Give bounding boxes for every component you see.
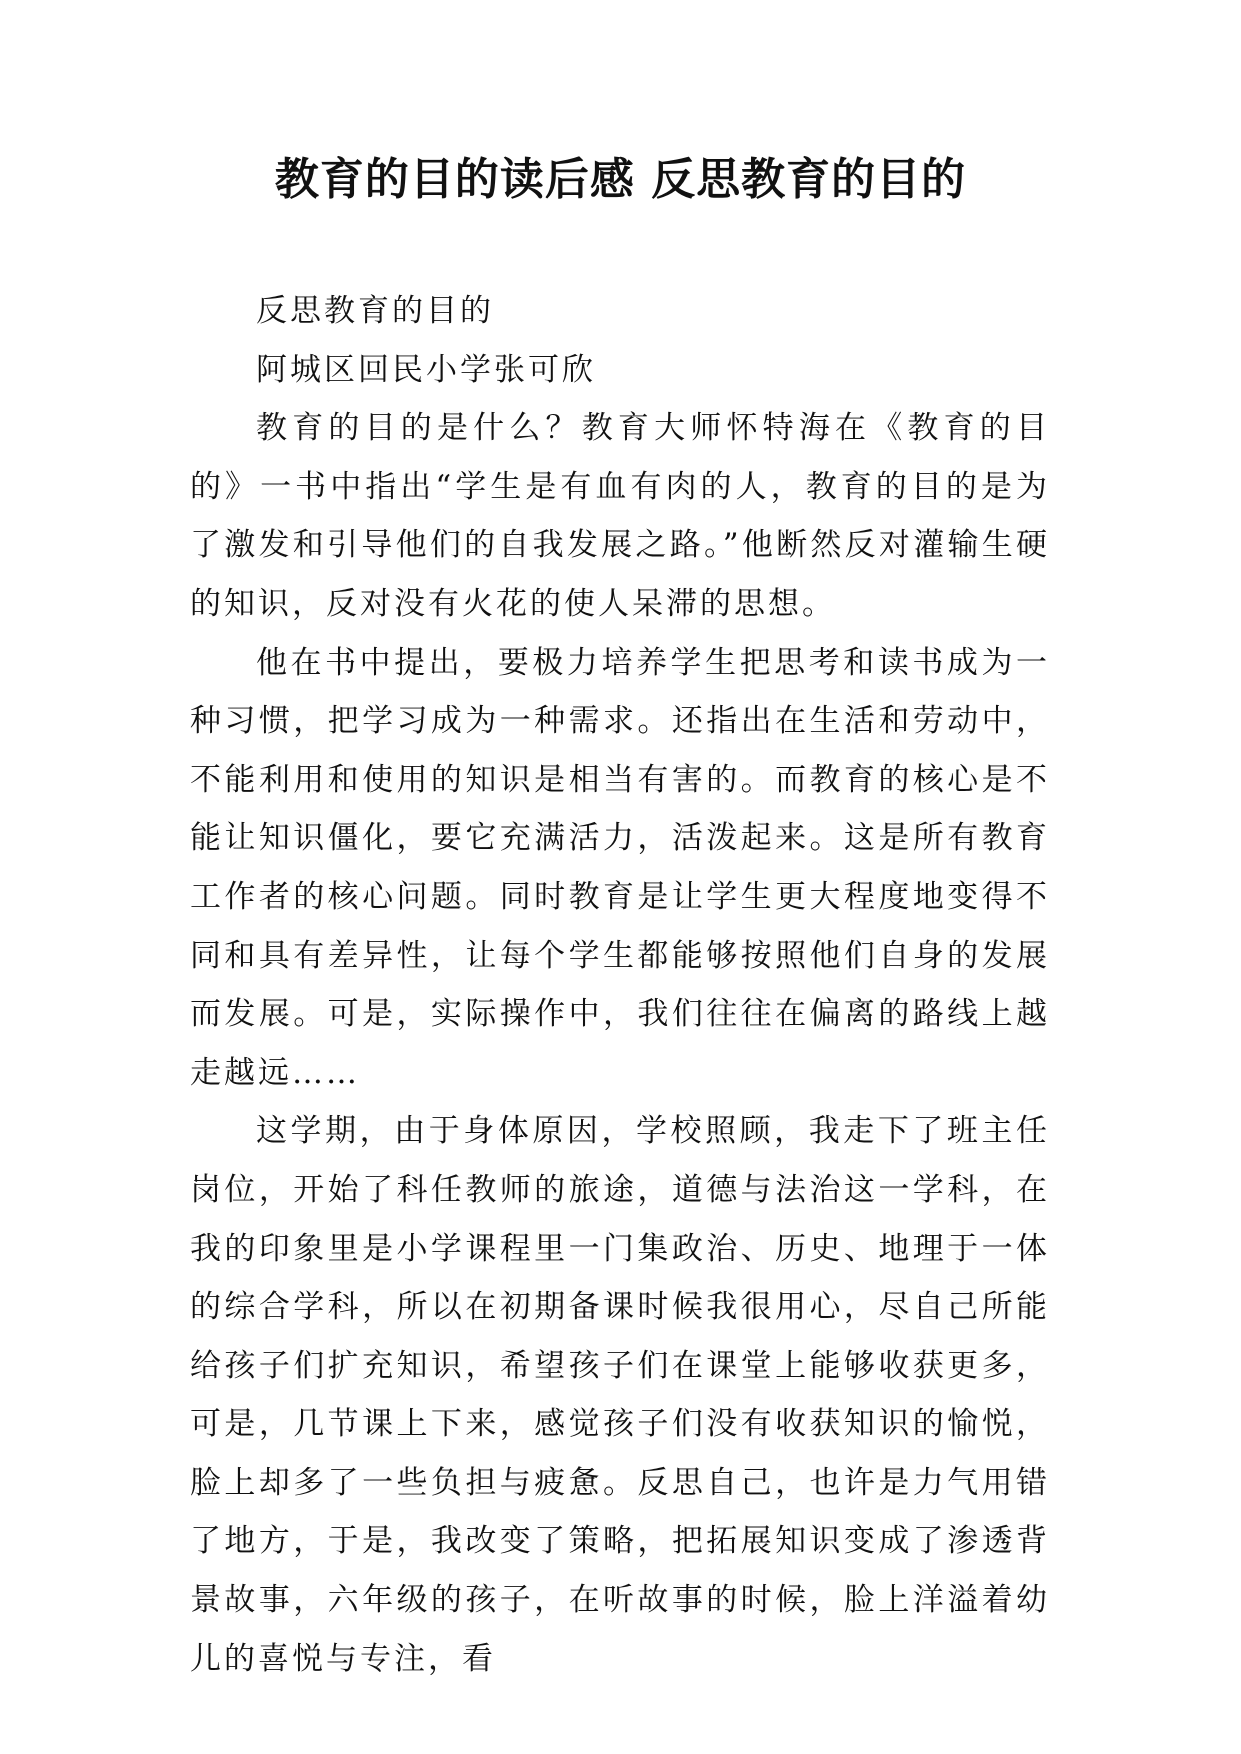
body-paragraph: 他在书中提出，要极力培养学生把思考和读书成为一种习惯，把学习成为一种需求。还指出在生活和劳动中，不能利用和使用的知识是相当有害的。而教育的核心是不能让知识僵化，要它充满活力，活泼起来。这是所有教育工作者的核心问题。同时教育是让学生更大程度地变得不同和具有差异性，让每个学生都能够按照他们自身的发展而发展。可是，实际操作中，我们往往在偏离的路线上越走越远…… [190,644,1050,1091]
subtitle-line: 反思教育的目的 [256,293,494,329]
body-paragraph: 这学期，由于身体原因，学校照顾，我走下了班主任岗位，开始了科任教师的旅途，道德与法治这一学科，在我的印象里是小学课程里一门集政治、历史、地理于一体的综合学科，所以在初期备课时候我很用心，尽自己所能给孩子们扩充知识，希望孩子们在课堂上能够收获更多，可是，几节课上下来，感觉孩子们没有收获知识的愉悦，脸上却多了一些负担与疲惫。反思自己，也许是力气用错了地方，于是，我改变了策略，把拓展知识变成了渗透背景故事，六年级的孩子，在听故事的时候，脸上洋溢着幼儿的喜悦与专注，看 [190,1113,1050,1677]
author-line: 阿城区回民小学张可欣 [256,351,596,388]
document-body [190,282,1050,1688]
document-title: 教育的目的读后感 反思教育的目的 [274,154,967,205]
body-paragraph: 教育的目的是什么？教育大师怀特海在《教育的目的》一书中指出“学生是有血有肉的人，教育的目的是为了激发和引导他们的自我发展之路。”他断然反对灌输生硬的知识，反对没有火花的使人呆滞的思想。 [190,410,1050,622]
